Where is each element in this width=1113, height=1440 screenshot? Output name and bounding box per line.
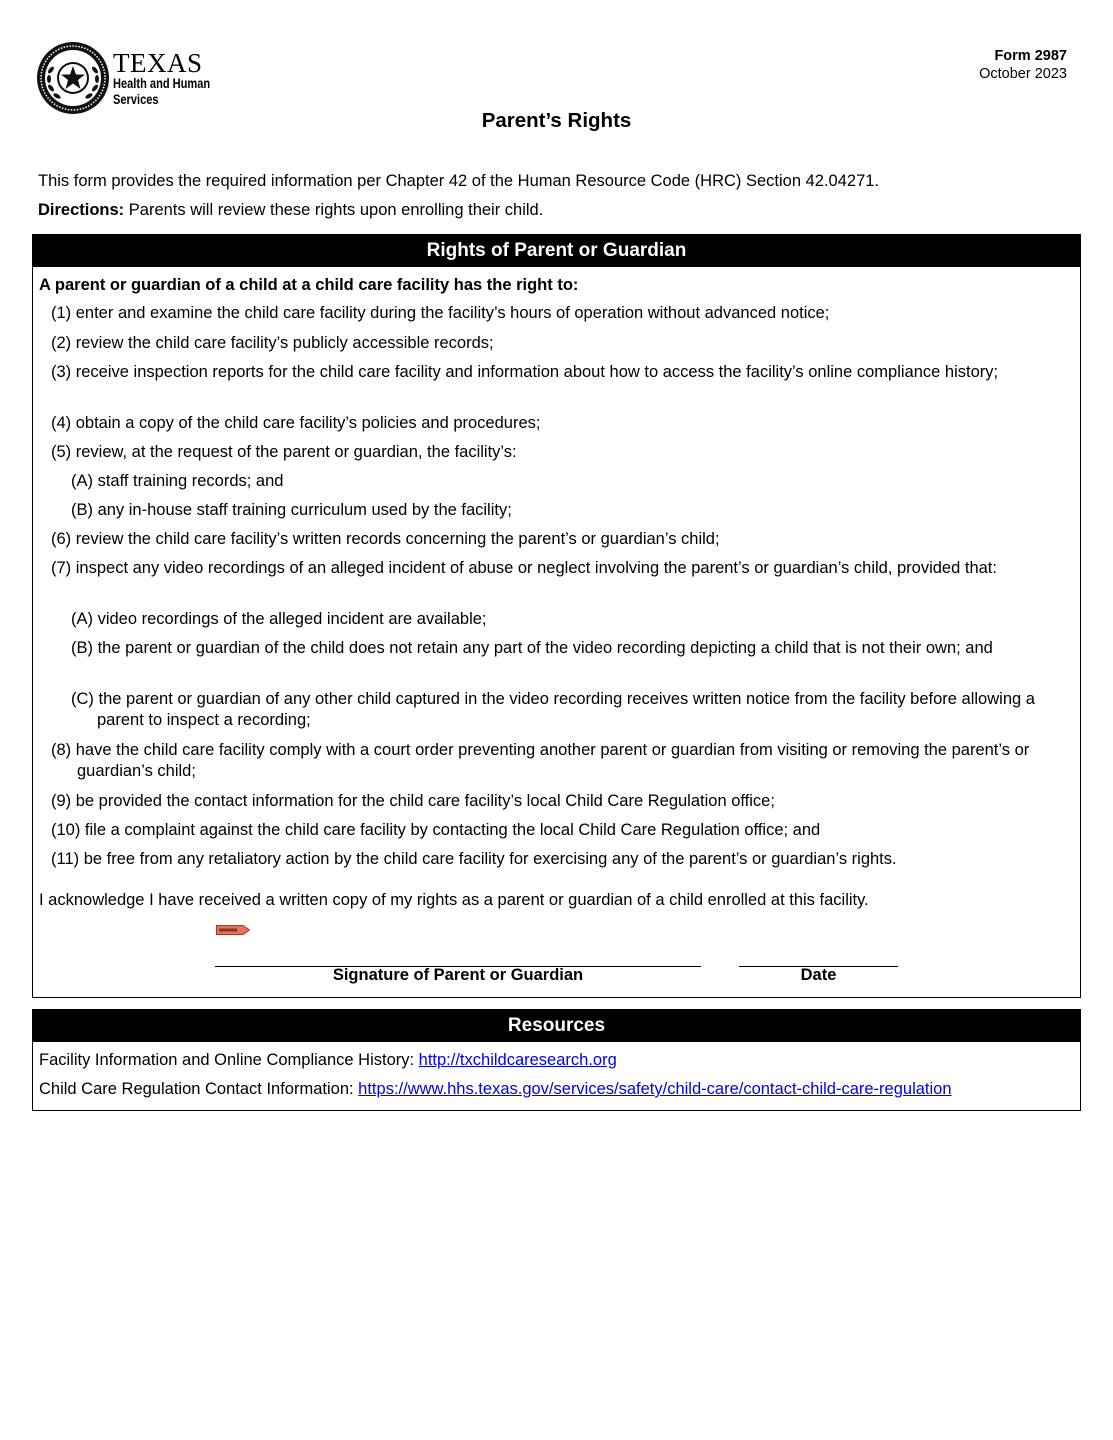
- right-item-4: (4) obtain a copy of the child care facility’s policies and procedures;: [51, 414, 541, 432]
- form-date: October 2023: [979, 66, 1067, 82]
- right-item-9: (9) be provided the contact information for the child care facility’s local Child Care Regulation office;: [51, 792, 775, 810]
- logo-wordmark: [113, 50, 232, 108]
- sign-here-tag-icon[interactable]: [216, 925, 250, 935]
- logo-state: TEXAS: [113, 48, 203, 78]
- right-item-1: (1) enter and examine the child care facility during the facility’s hours of operation without advanced notice;: [51, 304, 830, 322]
- facility-info-link[interactable]: http://txchildcaresearch.org: [418, 1051, 617, 1069]
- right-item-7: (7) inspect any video recordings of an alleged incident of abuse or neglect involving the parent’s or guardian’s child, provided that:: [51, 559, 997, 577]
- directions-label: Directions:: [38, 201, 125, 219]
- rights-section-header: Rights of Parent or Guardian: [33, 235, 1080, 267]
- logo-agency-line1: Health and Human: [113, 76, 211, 91]
- ccr-contact-label: Child Care Regulation Contact Information:: [39, 1080, 359, 1098]
- ccr-contact-line: [39, 1080, 952, 1099]
- facility-info-line: [39, 1051, 617, 1070]
- texas-seal-icon: [35, 40, 111, 116]
- date-label: Date: [800, 966, 837, 984]
- facility-info-label: Facility Information and Online Compliance History:: [39, 1051, 419, 1069]
- right-item-3: (3) receive inspection reports for the child care facility and information about how to access the facility’s online compliance history;: [51, 363, 999, 381]
- intro-statement: This form provides the required information per Chapter 42 of the Human Resource Code (HRC) Section 42.04271.: [38, 172, 880, 190]
- intro: [38, 167, 879, 225]
- right-item-7c: (C) the parent or guardian of any other child captured in the video recording receives written notice from the facility before allowing a parent to inspect a recording;: [71, 690, 1035, 729]
- form-meta: [979, 47, 1067, 83]
- texas-hhs-logo: [35, 40, 235, 120]
- intro-directions: [38, 196, 879, 225]
- directions-text: Parents will review these rights upon enrolling their child.: [124, 201, 544, 219]
- right-item-5b: (B) any in-house staff training curriculum used by the facility;: [71, 501, 512, 519]
- acknowledgement: I acknowledge I have received a written copy of my rights as a parent or guardian of a child enrolled at this facility.: [39, 891, 869, 909]
- right-item-8: (8) have the child care facility comply with a court order preventing another parent or guardian from visiting or removing the parent’s or guardian’s child;: [51, 741, 1030, 780]
- right-item-5: (5) review, at the request of the parent or guardian, the facility’s:: [51, 443, 517, 461]
- right-item-5a: (A) staff training records; and: [71, 472, 284, 490]
- right-item-11: (11) be free from any retaliatory action by the child care facility for exercising any of the parent’s or guardian’s rights.: [51, 850, 897, 868]
- right-item-10: (10) file a complaint against the child care facility by contacting the local Child Care Regulation office; and: [51, 821, 821, 839]
- rights-section: [32, 234, 1081, 998]
- resources-section: [32, 1009, 1081, 1111]
- right-item-7b: (B) the parent or guardian of the child does not retain any part of the video recording depicting a child that is not their own; and: [71, 639, 993, 657]
- rights-lead: A parent or guardian of a child at a child care facility has the right to:: [39, 276, 579, 294]
- right-item-7a: (A) video recordings of the alleged incident are available;: [71, 610, 487, 628]
- signature-label: Signature of Parent or Guardian: [332, 966, 584, 984]
- right-item-2: (2) review the child care facility’s publicly accessible records;: [51, 334, 494, 352]
- logo-agency-line2: Services: [113, 92, 159, 107]
- resources-section-header: Resources: [33, 1010, 1080, 1042]
- right-item-6: (6) review the child care facility’s written records concerning the parent’s or guardian’s child;: [51, 530, 720, 548]
- form-number: Form 2987: [994, 48, 1067, 64]
- ccr-contact-link[interactable]: https://www.hhs.texas.gov/services/safety/child-care/contact-child-care-regulation: [358, 1080, 952, 1098]
- page-title: Parent’s Rights: [481, 109, 632, 132]
